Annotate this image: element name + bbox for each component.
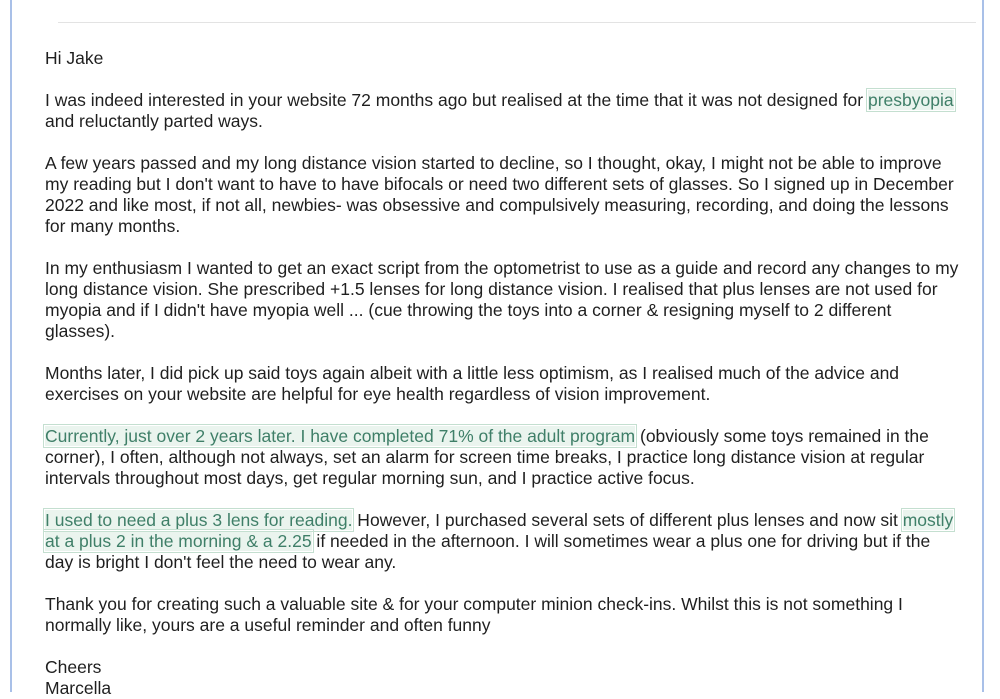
greeting: Hi Jake [45,48,104,68]
header-divider [58,22,976,23]
signoff: Cheers [45,657,102,677]
email-body [45,48,960,699]
window-left-border [0,0,12,692]
paragraph-6-text-end: if needed in the afternoon. I will sometimes wear a plus one for driving but if the day is bright I don't feel the need to wear any. [45,531,931,572]
highlight-plus-3: I used to need a plus 3 lens for reading. [45,510,353,530]
signature: Marcella [45,678,112,698]
paragraph-3: In my enthusiasm I wanted to get an exact script from the optometrist to use as a guide and record any changes to my long distance vision. She prescribed +1.5 lenses for long distance vision. I realised that plus lenses are not used for myopia and if I didn't have myopia well ... (cue throwing the toys into a corner & resigning myself to 2 different glasses). [45,258,959,341]
highlight-presbyopia: presbyopia [867,90,954,110]
paragraph-5-text: (obviously some toys remained in the corner), I often, although not always, set an alarm for screen time breaks, I practice long distance vision at regular intervals throughout most days, get regular morning sun, and I practice active focus. [45,426,929,488]
paragraph-5 [45,426,960,489]
paragraph-2: A few years passed and my long distance vision started to decline, so I thought, okay, I might not be able to improve my reading but I don't want to have to have bifocals or need two different sets of glasses. So I signed up in December 2022 and like most, if not all, newbies- was obsessive and compulsively measuring, recording, and doing the lessons for many months. [45,153,954,236]
paragraph-6 [45,510,960,573]
window-right-border [982,0,1000,692]
paragraph-1-text: I was indeed interested in your website 72 months ago but realised at the time that it was not designed for [45,90,868,110]
paragraph-4: Months later, I did pick up said toys again albeit with a little less optimism, as I realised much of the advice and exercises on your website are helpful for eye health regardless of vision improvement. [45,363,900,404]
highlight-progress: Currently, just over 2 years later. I have completed 71% of the adult program [45,426,636,446]
paragraph-1-text-end: and reluctantly parted ways. [45,111,263,131]
paragraph-1 [45,90,960,132]
paragraph-7: Thank you for creating such a valuable site & for your computer minion check-ins. Whilst this is not something I normally like, yours are a useful reminder and often funny [45,594,903,635]
highlight-plus-2: mostly at a plus 2 in the morning & a 2.25 [45,510,954,551]
paragraph-6-text: However, I purchased several sets of different plus lenses and now sit [352,510,903,530]
